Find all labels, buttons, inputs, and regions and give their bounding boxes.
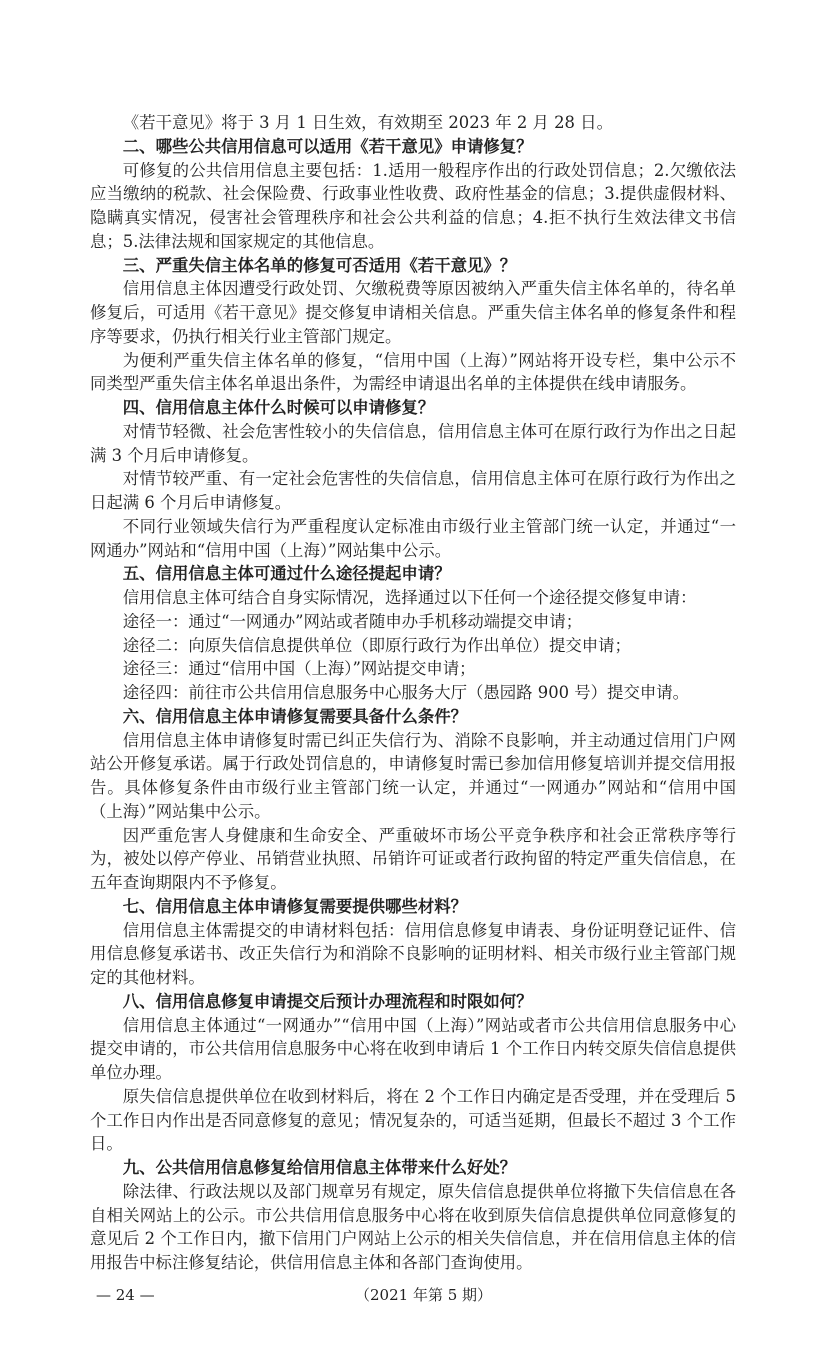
- paragraph: 信用信息主体申请修复时需已纠正失信行为、消除不良影响，并主动通过信用门户网站公开修复承诺。属于行政处罚信息的，申请修复时需已参加信用修复培训并提交信用报告。具体修复条件由市级行业主管部门统一认定，并通过“一网通办”网站和“信用中国（上海）”网站集中公示。: [90, 730, 736, 821]
- paragraph: 因严重危害人身健康和生命安全、严重破坏市场公平竞争秩序和社会正常秩序等行为，被处以停产停业、吊销营业执照、吊销许可证或者行政拘留的特定严重失信信息，在五年查询期限内不予修复。: [90, 825, 736, 892]
- paragraph: 信用信息主体需提交的申请材料包括：信用信息修复申请表、身份证明登记证件、信用信息修复承诺书、改正失信行为和消除不良影响的证明材料、相关市级行业主管部门规定的其他材料。: [90, 920, 736, 987]
- paragraph: 《若干意见》将于 3 月 1 日生效，有效期至 2023 年 2 月 28 日。: [122, 113, 613, 132]
- section-heading: 二、哪些公共信用信息可以适用《若干意见》申请修复？: [122, 136, 533, 156]
- paragraph: 对情节较严重、有一定社会危害性的失信信息，信用信息主体可在原行政行为作出之日起满 6 个月后申请修复。: [90, 469, 736, 512]
- paragraph: 除法律、行政法规以及部门规章另有规定，原失信信息提供单位将撤下失信信息在各自相关网站上的公示。市公共信用信息服务中心将在收到原失信信息提供单位同意修复的意见后 2 个工作日内，撤下信用门户网站上公示的相关失信信息，并在信用信息主体的信用报告中标注修复结论，供信用信息主体和各部门查询使用。: [90, 1181, 736, 1272]
- paragraph: 信用信息主体可结合自身实际情况，选择通过以下任何一个途径提交修复申请：: [122, 588, 697, 607]
- section-heading: 七、信用信息主体申请修复需要提供哪些材料？: [122, 896, 467, 916]
- issue-label: （2021 年第 5 期）: [355, 1285, 493, 1304]
- document-body: [90, 111, 736, 1275]
- paragraph: 可修复的公共信用信息主要包括：1.适用一般程序作出的行政处罚信息；2.欠缴依法应当缴纳的税款、社会保险费、行政事业性收费、政府性基金的信息；3.提供虚假材料、隐瞒真实情况，侵害社会管理秩序和社会公共利益的信息；4.拒不执行生效法律文书信息；5.法律法规和国家规定的其他信息。: [90, 160, 736, 251]
- paragraph: 信用信息主体因遭受行政处罚、欠缴税费等原因被纳入严重失信主体名单的，待名单修复后，可适用《若干意见》提交修复申请相关信息。严重失信主体名单的修复条件和程序等要求，仍执行相关行业主管部门规定。: [90, 279, 736, 346]
- paragraph: 原失信信息提供单位在收到材料后，将在 2 个工作日内确定是否受理，并在受理后 5 个工作日内作出是否同意修复的意见；情况复杂的，可适当延期，但最长不超过 3 个工作日。: [90, 1086, 736, 1154]
- paragraph: 信用信息主体通过“一网通办”“信用中国（上海）”网站或者市公共信用信息服务中心提交申请的，市公共信用信息服务中心将在收到申请后 1 个工作日内转交原失信信息提供单位办理。: [90, 1015, 736, 1082]
- page-number: — 24 —: [96, 1285, 155, 1304]
- page-footer: [90, 1285, 736, 1345]
- paragraph: 途径四：前往市公共信用信息服务中心服务大厅（愚园路 900 号）提交申请。: [122, 683, 689, 702]
- paragraph: 为便利严重失信主体名单的修复，“信用中国（上海）”网站将开设专栏，集中公示不同类型严重失信主体名单退出条件，为需经申请退出名单的主体提供在线申请服务。: [90, 350, 736, 394]
- section-heading: 四、信用信息主体什么时候可以申请修复？: [122, 398, 435, 417]
- paragraph: 对情节轻微、社会危害性较小的失信信息，信用信息主体可在原行政行为作出之日起满 3 个月后申请修复。: [90, 421, 736, 465]
- section-heading: 八、信用信息修复申请提交后预计办理流程和时限如何？: [122, 991, 533, 1011]
- section-heading: 五、信用信息主体可通过什么途径提起申请？: [122, 564, 451, 584]
- paragraph: 途径三：通过“信用中国（上海）”网站提交申请；: [122, 659, 476, 679]
- paragraph: 途径二：向原失信信息提供单位（即原行政行为作出单位）提交申请；: [122, 635, 631, 655]
- section-heading: 三、严重失信主体名单的修复可否适用《若干意见》？: [122, 255, 517, 275]
- section-heading: 九、公共信用信息修复给信用信息主体带来什么好处？: [122, 1158, 517, 1177]
- paragraph: 途径一：通过“一网通办”网站或者随申办手机移动端提交申请；: [122, 611, 583, 631]
- paragraph: 不同行业领域失信行为严重程度认定标准由市级行业主管部门统一认定，并通过“一网通办”网站和“信用中国（上海）”网站集中公示。: [90, 516, 736, 560]
- section-heading: 六、信用信息主体申请修复需要具备什么条件？: [122, 706, 467, 726]
